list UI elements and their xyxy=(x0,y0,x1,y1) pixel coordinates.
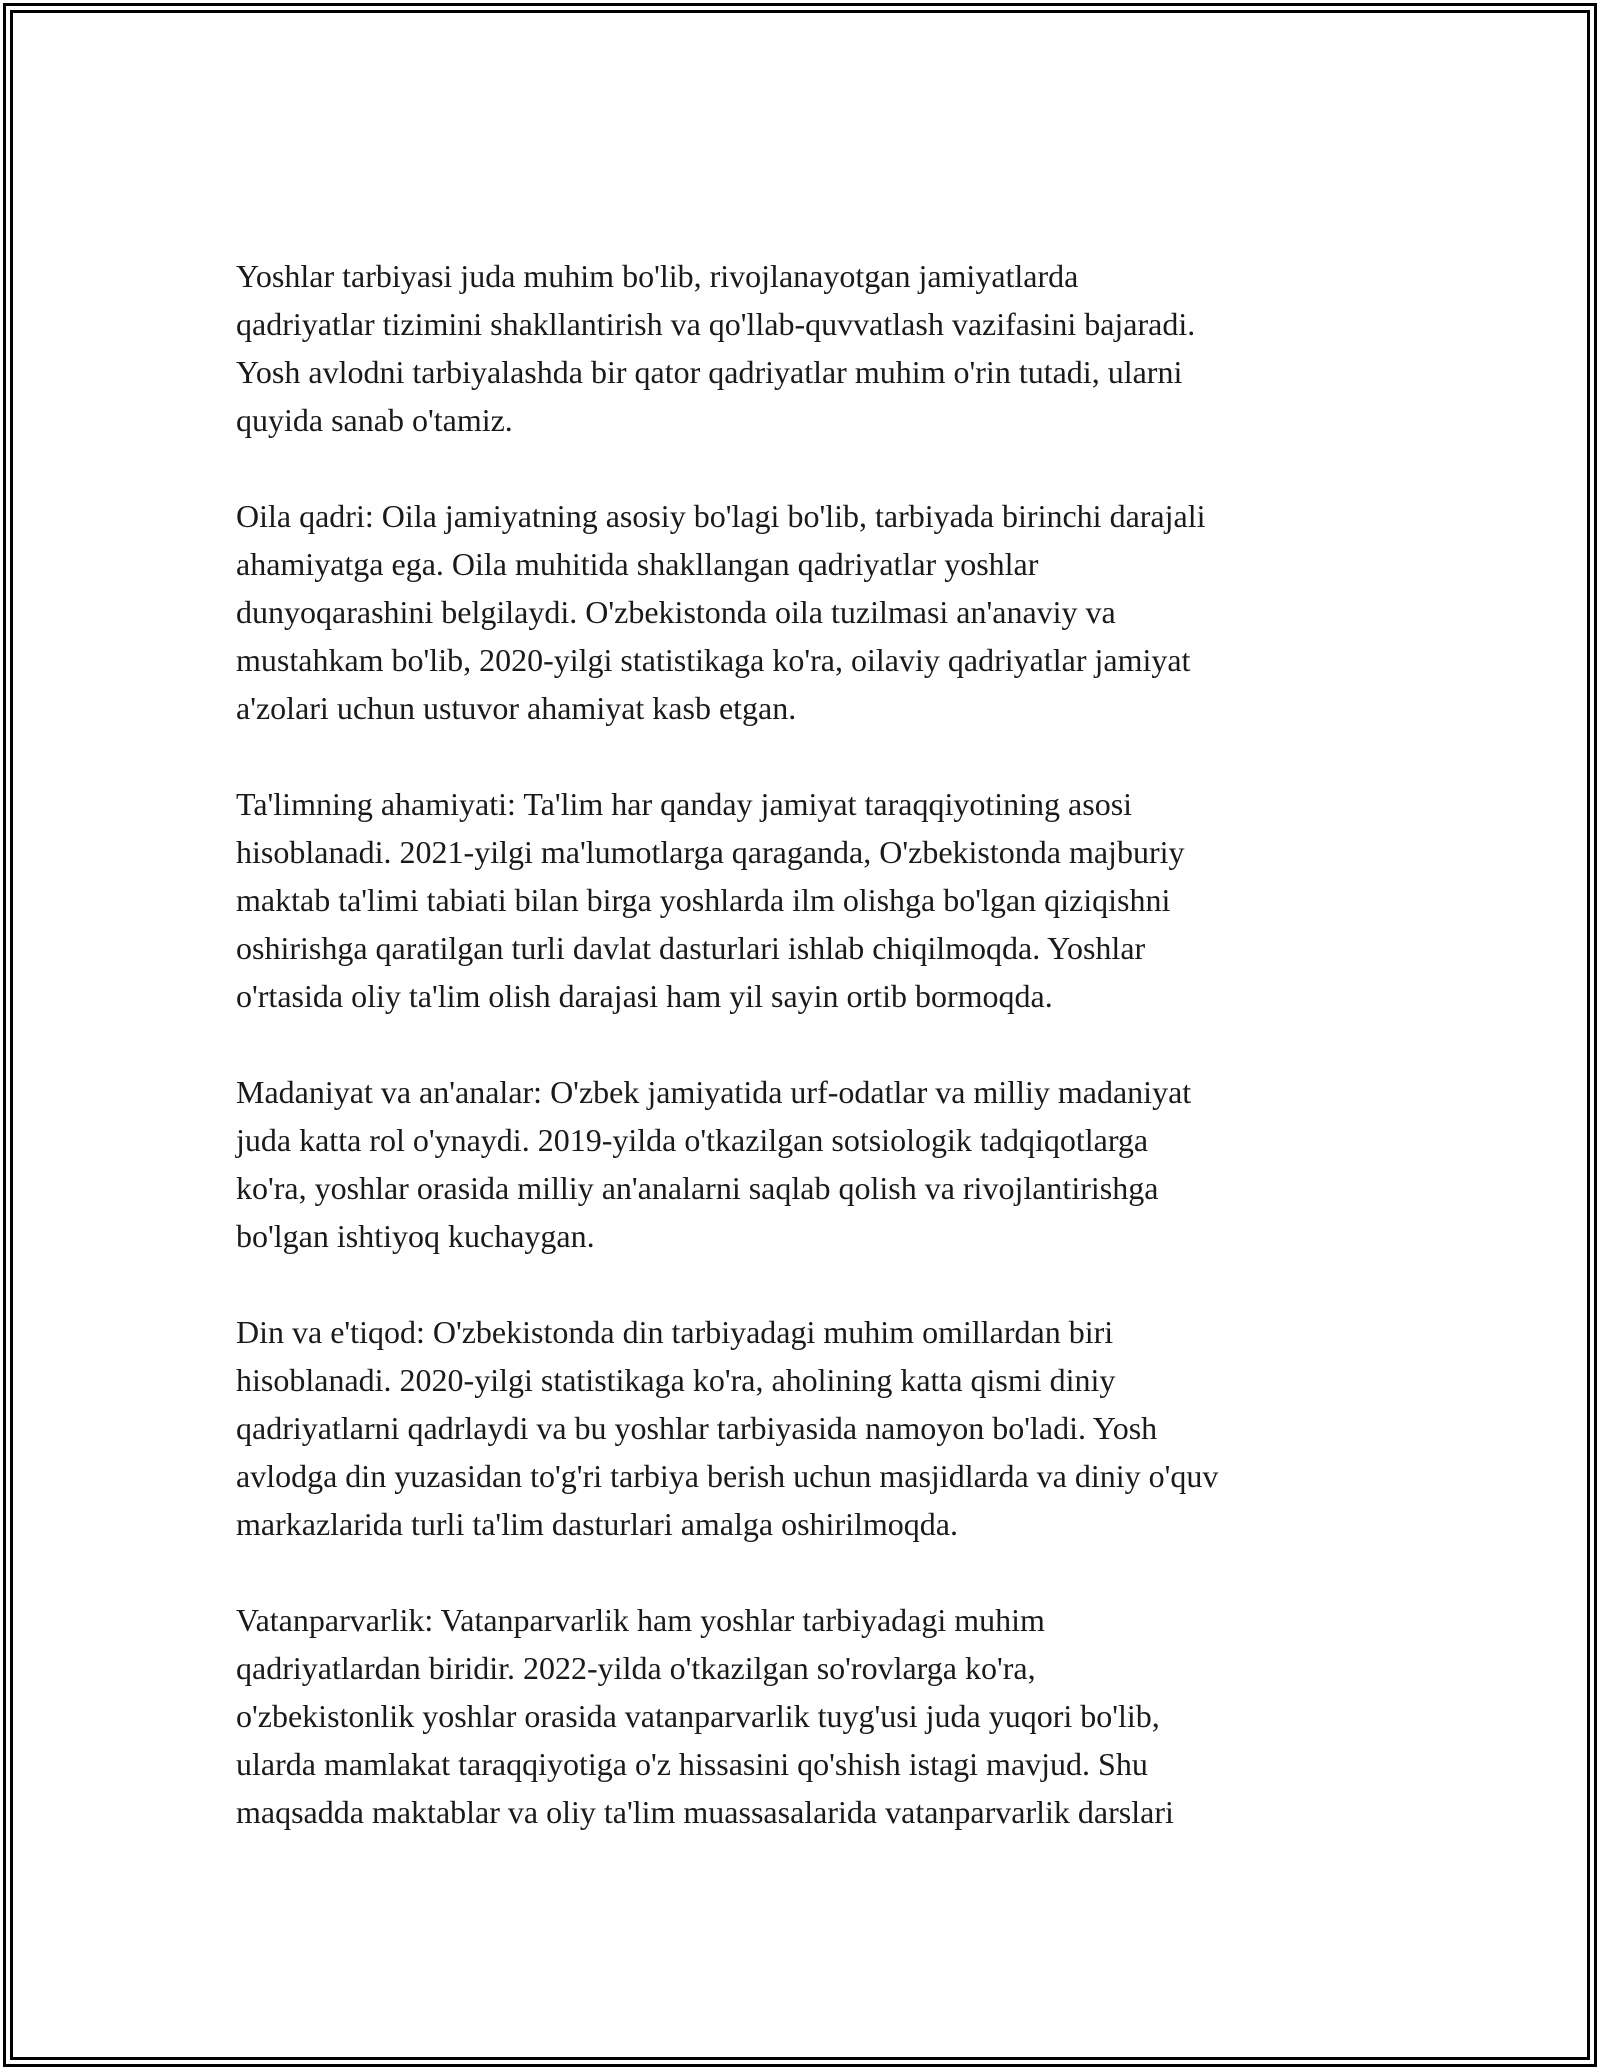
document-body xyxy=(236,252,1396,1836)
paragraph-education: Ta'limning ahamiyati: Ta'lim har qanday jamiyat taraqqiyotining asosi hisoblanadi. 2021-yilgi ma'lumotlarga qaraganda, O'zbekistonda majburiy maktab ta'limi tabiati bilan birga yoshlarda ilm olishga bo'lgan qiziqishni oshirishga qaratilgan turli davlat dasturlari ishlab chiqilmoqda. Yoshlar o'rtasida oliy ta'lim olish darajasi ham yil sayin ortib bormoqda. xyxy=(236,786,1185,1014)
paragraph-patriotism: Vatanparvarlik: Vatanparvarlik ham yoshlar tarbiyadagi muhim qadriyatlardan biridir. 2022-yilda o'tkazilgan so'rovlarga ko'ra, o'zbekistonlik yoshlar orasida vatanparvarlik tuyg'usi juda yuqori bo'lib, ularda mamlakat taraqqiyotiga o'z hissasini qo'shish istagi mavjud. Shu maqsadda maktablar va oliy ta'lim muassasalarida vatanparvarlik darslari xyxy=(236,1602,1174,1830)
paragraph-intro: Yoshlar tarbiyasi juda muhim bo'lib, rivojlanayotgan jamiyatlarda qadriyatlar tizimini shakllantirish va qo'llab-quvvatlash vazifasini bajaradi. Yosh avlodni tarbiyalashda bir qator qadriyatlar muhim o'rin tutadi, ularni quyida sanab o'tamiz. xyxy=(236,258,1196,438)
paragraph-religion-belief: Din va e'tiqod: O'zbekistonda din tarbiyadagi muhim omillardan biri hisoblanadi. 2020-yilgi statistikaga ko'ra, aholining katta qismi diniy qadriyatlarni qadrlaydi va bu yoshlar tarbiyasida namoyon bo'ladi. Yosh avlodga din yuzasidan to'g'ri tarbiya berish uchun masjidlarda va diniy o'quv markazlarida turli ta'lim dasturlari amalga oshirilmoqda. xyxy=(236,1314,1219,1542)
paragraph-family-value: Oila qadri: Oila jamiyatning asosiy bo'lagi bo'lib, tarbiyada birinchi darajali ahamiyatga ega. Oila muhitida shakllangan qadriyatlar yoshlar dunyoqarashini belgilaydi. O'zbekistonda oila tuzilmasi an'anaviy va mustahkam bo'lib, 2020-yilgi statistikaga ko'ra, oilaviy qadriyatlar jamiyat a'zolari uchun ustuvor ahamiyat kasb etgan. xyxy=(236,498,1206,726)
paragraph-culture-traditions: Madaniyat va an'analar: O'zbek jamiyatida urf-odatlar va milliy madaniyat juda katta rol o'ynaydi. 2019-yilda o'tkazilgan sotsiologik tadqiqotlarga ko'ra, yoshlar orasida milliy an'analarni saqlab qolish va rivojlantirishga bo'lgan ishtiyoq kuchaygan. xyxy=(236,1074,1192,1254)
